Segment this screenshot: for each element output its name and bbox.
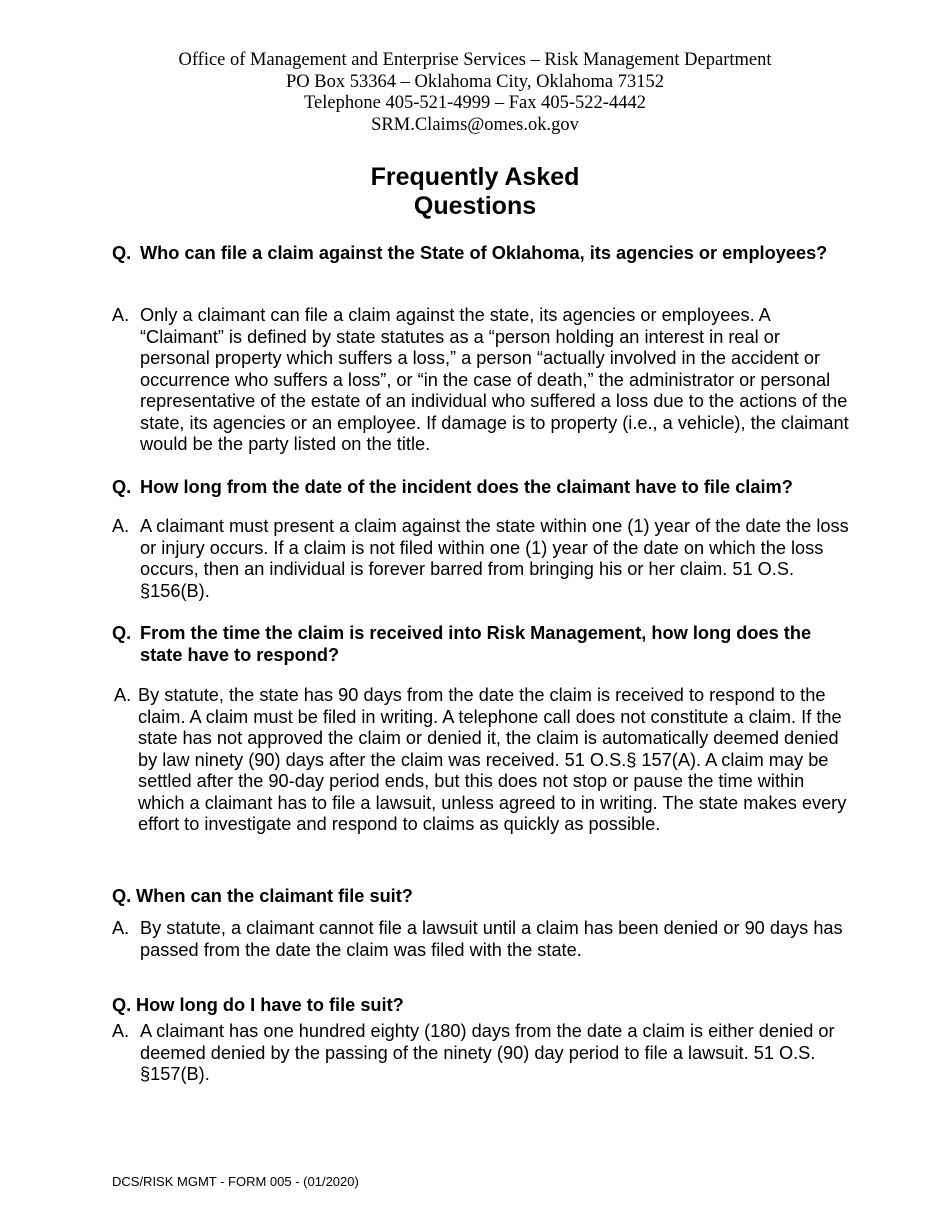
faq-answer-5 bbox=[112, 1021, 852, 1086]
question-marker: Q. bbox=[112, 623, 132, 643]
question-marker: Q. bbox=[112, 243, 132, 263]
question-text: How long from the date of the incident does the claimant have to file claim? bbox=[140, 477, 793, 497]
faq-answer-4 bbox=[112, 918, 852, 961]
answer-text: Only a claimant can file a claim against the state, its agencies or employees. A “Claimant” is defined by state statutes as a “person holding an interest in real or personal property which suffers a loss,” a person “actually involved in the accident or occurrence who suffers a loss”, or “in the case of death,” the administrator or personal representative of the estate of an individual who suffered a loss due to the actions of the state, its agencies or an employee. If damage is to property (i.e., a vehicle), the claimant would be the party listed on the title. bbox=[140, 305, 849, 454]
question-text: How long do I have to file suit? bbox=[136, 995, 404, 1015]
answer-marker: A. bbox=[112, 516, 130, 536]
question-marker: Q. bbox=[112, 886, 132, 906]
faq-question-2 bbox=[112, 477, 852, 499]
answer-text: By statute, a claimant cannot file a lawsuit until a claim has been denied or 90 days has passed from the date the claim was filed with the state. bbox=[140, 918, 843, 960]
answer-marker: A. bbox=[112, 918, 130, 938]
faq-question-3 bbox=[112, 623, 852, 666]
faq-question-1 bbox=[112, 243, 852, 265]
faq-answer-2 bbox=[112, 516, 852, 602]
question-marker: Q. bbox=[112, 477, 132, 497]
faq-answer-3 bbox=[114, 685, 854, 836]
form-footer: DCS/RISK MGMT - FORM 005 - (01/2020) bbox=[112, 1174, 359, 1189]
letterhead bbox=[0, 50, 950, 136]
faq-question-5 bbox=[112, 995, 852, 1017]
page-title-line-1: Frequently Asked bbox=[370, 163, 580, 191]
question-marker: Q. bbox=[112, 995, 132, 1015]
question-text: When can the claimant file suit? bbox=[136, 886, 413, 906]
question-text: Who can file a claim against the State of Oklahoma, its agencies or employees? bbox=[140, 243, 828, 263]
question-text: From the time the claim is received into Risk Management, how long does the state have to respond? bbox=[140, 623, 812, 665]
page-title-line-2: Questions bbox=[413, 192, 537, 220]
letterhead-address: PO Box 53364 – Oklahoma City, Oklahoma 73152 bbox=[285, 71, 665, 92]
answer-marker: A. bbox=[114, 685, 132, 705]
answer-text: A claimant has one hundred eighty (180) days from the date a claim is either denied or deemed denied by the passing of the ninety (90) day period to file a lawsuit. 51 O.S. §157(B). bbox=[140, 1021, 835, 1084]
faq-answer-1 bbox=[112, 305, 852, 456]
letterhead-department: Office of Management and Enterprise Services – Risk Management Department bbox=[178, 50, 772, 70]
answer-marker: A. bbox=[112, 305, 130, 325]
faq-question-4 bbox=[112, 886, 852, 908]
answer-text: A claimant must present a claim against the state within one (1) year of the date the loss or injury occurs. If a claim is not filed within one (1) year of the date on which the loss occurs, then an individual is forever barred from bringing his or her claim. 51 O.S. §156(B). bbox=[140, 516, 849, 601]
answer-text: By statute, the state has 90 days from the date the claim is received to respond to the claim. A claim must be filed in writing. A telephone call does not constitute a claim. If the state has not approved the claim or denied it, the claim is automatically deemed denied by law ninety (90) days after the claim was received. 51 O.S.§ 157(A). A claim may be settled after the 90-day period ends, but this does not stop or pause the time within which a claimant has to file a lawsuit, unless agreed to in writing. The state makes every effort to investigate and respond to claims as quickly as possible. bbox=[138, 685, 847, 834]
letterhead-email: SRM.Claims@omes.ok.gov bbox=[371, 114, 579, 135]
answer-marker: A. bbox=[112, 1021, 130, 1041]
letterhead-phone-fax: Telephone 405-521-4999 – Fax 405-522-4442 bbox=[304, 93, 646, 113]
page-title bbox=[0, 163, 950, 221]
